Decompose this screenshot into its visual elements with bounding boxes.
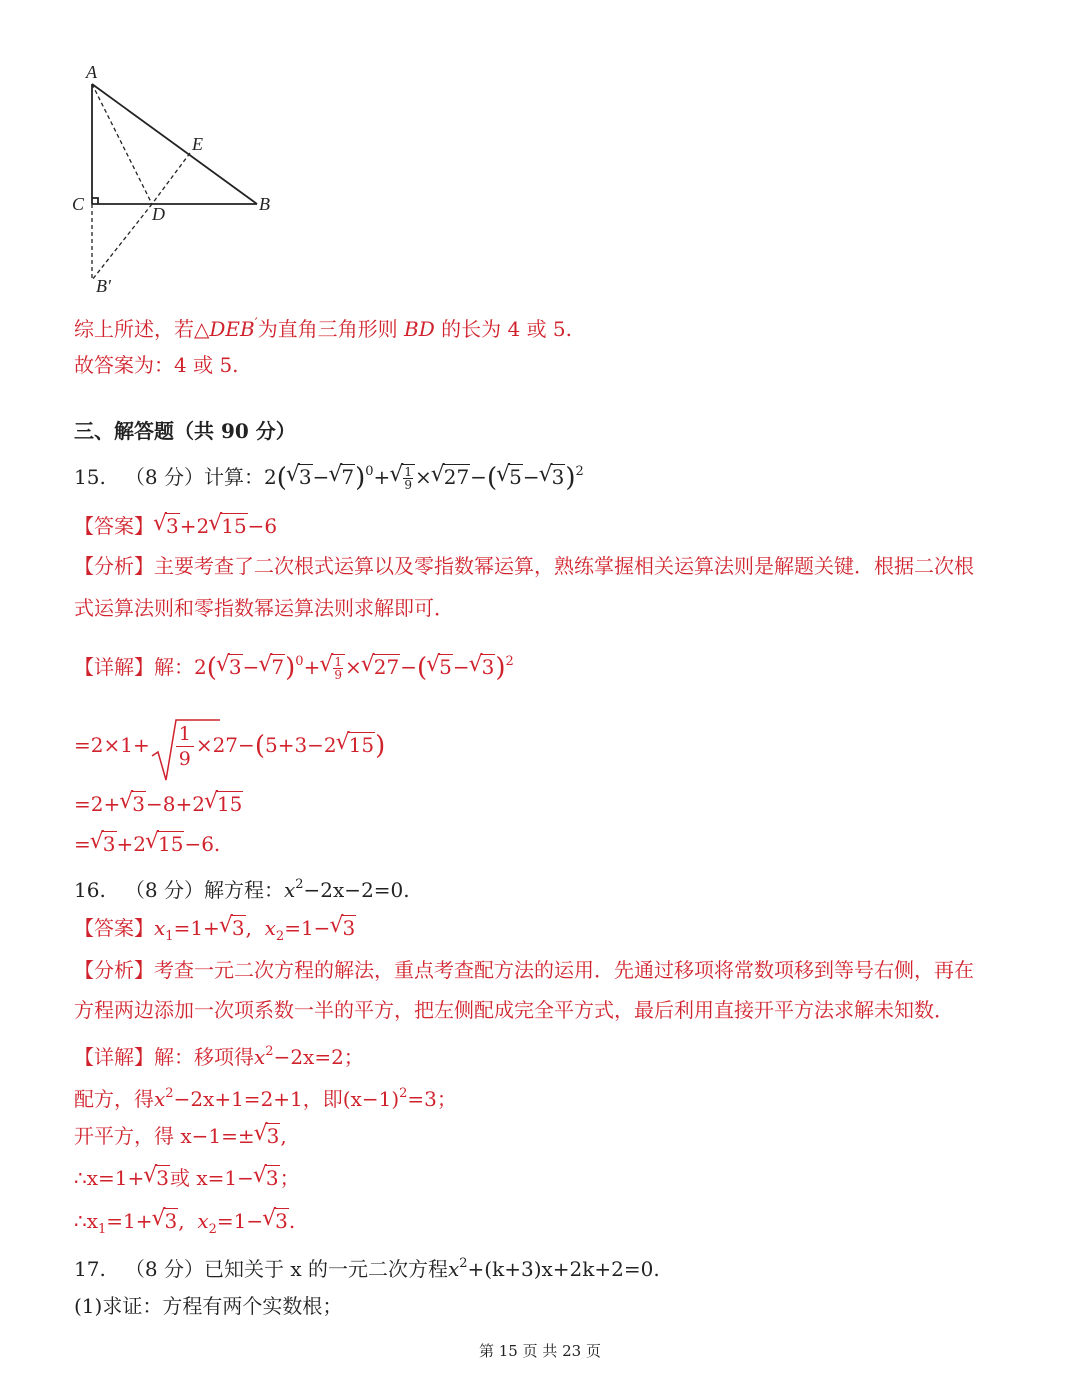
q16-analysis-1: 【分析】考查一元二次方程的解法，重点考查配方法的运用．先通过移项将常数项移到等号右侧，再在 bbox=[74, 958, 974, 982]
segment-ed bbox=[152, 153, 190, 204]
q15-detail: 【详解】解：2(√ 3−√ 7)$^0$+ √ $\frac{1}{9}$ ×√ 27−(√ 5−√ 3)$^2$ bbox=[74, 648, 514, 682]
q15-step-4: =√ 3+2√ 15−6. bbox=[74, 830, 220, 858]
q17-question: 17. （8 分）已知关于 x 的一元二次方程$x^2+(k+3)x+2k+2=0$. bbox=[74, 1256, 660, 1281]
q15-question: 15. （8 分）计算：2(√ 3−√ 7)$^0$+ √ $\frac{1}{9}$ ×√ 27−(√ 5−√ 3)$^2$ bbox=[74, 458, 584, 492]
q15-analysis-2: 式运算法则和零指数幂运算法则求解即可． bbox=[74, 596, 454, 620]
label-e: E bbox=[192, 134, 203, 154]
q16-question: 16. （8 分）解方程：$x^2-2x-2=0$. bbox=[74, 877, 410, 902]
label-d: D bbox=[152, 204, 165, 224]
q16-step-5: $\therefore x_1=1+√$ 3, $x_2=1-√$ 3. bbox=[74, 1207, 295, 1244]
q15-step-2: =2×1+ $\frac{1}{9}$ ×27−(5+3−2√ 15) bbox=[74, 722, 385, 771]
q15-step-3: =2+√ 3−8+2√ 15 bbox=[74, 790, 243, 818]
page-footer: 第 15 页 共 23 页 bbox=[478, 1342, 601, 1360]
q16-step-1: 【详解】解：移项得$x^2-2x=2$； bbox=[74, 1044, 364, 1069]
triangle-figure bbox=[60, 58, 360, 298]
segment-ad bbox=[92, 84, 152, 204]
segment-db-prime bbox=[92, 204, 152, 280]
q15-answer: 【答案】√ 3+2√ 15−6 bbox=[74, 512, 277, 540]
label-a: A bbox=[86, 62, 97, 82]
section-title: 三、解答题（共 90 分） bbox=[74, 419, 296, 443]
q16-step-3: 开平方，得 x−1=±√ 3, bbox=[74, 1122, 287, 1150]
label-c: C bbox=[72, 194, 85, 214]
segment-ab bbox=[92, 84, 257, 204]
q15-analysis-1: 【分析】主要考查了二次根式运算以及零指数幂运算，熟练掌握相关运算法则是解题关键．根据二次根 bbox=[74, 554, 974, 578]
q17-part-1: (1)求证：方程有两个实数根； bbox=[74, 1294, 343, 1318]
conclusion-line-2: 故答案为：4 或 5. bbox=[74, 353, 239, 377]
label-b: B bbox=[259, 194, 270, 214]
q16-step-2: 配方，得$x^2-2x+1=2+1$，即$(x-1)^2=3$； bbox=[74, 1086, 457, 1111]
q16-analysis-2: 方程两边添加一次项系数一半的平方，把左侧配成完全平方式，最后利用直接开平方法求解未知数． bbox=[74, 998, 954, 1022]
q16-step-4: ∴x=1+√ 3或 x=1−√ 3； bbox=[74, 1164, 300, 1192]
conclusion-line-1: 综上所述，若△DEB′为直角三角形则 BD 的长为 4 或 5. bbox=[74, 316, 573, 341]
label-b-prime: B′ bbox=[96, 276, 111, 296]
q16-answer: 【答案】$x_1=1+√$ 3, $x_2=1-√$ 3 bbox=[74, 914, 356, 951]
